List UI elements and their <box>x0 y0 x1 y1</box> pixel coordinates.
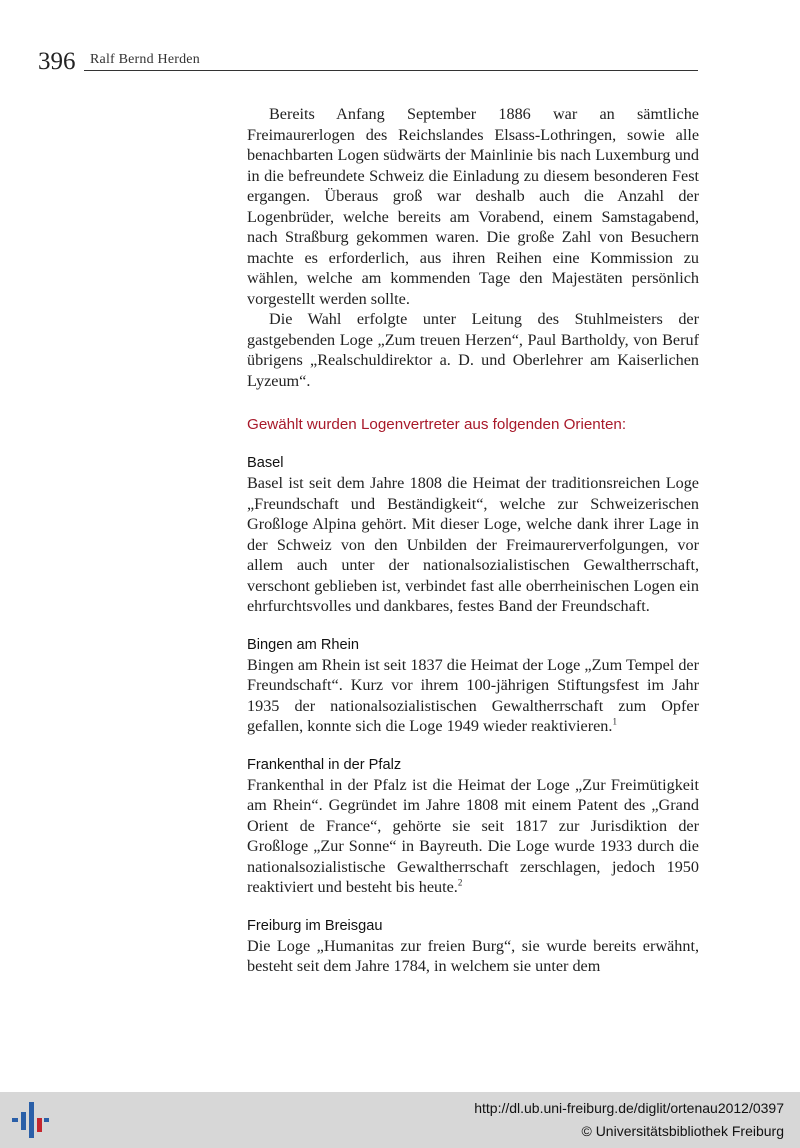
copyright-notice: © Universitätsbibliothek Freiburg <box>581 1123 784 1139</box>
section-bingen <box>247 635 699 737</box>
section-title: Frankenthal in der Pfalz <box>247 756 402 773</box>
section-freiburg <box>247 916 699 977</box>
footnote-ref[interactable]: 2 <box>457 877 463 888</box>
section-frankenthal <box>247 755 699 898</box>
section-text: Die Loge „Humanitas zur freien Burg“, sie wurde bereits erwähnt, besteht seit dem Jahre 1784, in welchem sie unter dem <box>247 936 699 975</box>
running-head: Ralf Bernd Herden <box>90 52 200 67</box>
section-title: Freiburg im Breisgau <box>247 917 383 934</box>
section-heading: Gewählt wurden Logenvertreter aus folgenden Orienten: <box>247 416 627 433</box>
header-rule <box>84 70 698 71</box>
page-number: 396 <box>38 48 76 75</box>
section-basel <box>247 453 699 617</box>
section-title: Bingen am Rhein <box>247 636 359 653</box>
section-text: Frankenthal in der Pfalz ist die Heimat der Loge „Zur Freimütigkeit am Rhein“. Gegründet im Jahre 1808 mit einem Patent des „Grand Orient de France“, gehörte sie seit 1817 zur Jurisdiktion der Großloge „Zur Sonne“ in Bayreuth. Die Loge wurde 1933 durch die nationalsozialistische Gewaltherrschaft zerschlagen, jedoch 1950 reaktiviert und besteht bis heute.$^2$ <box>247 775 699 896</box>
footer-band <box>0 1092 800 1148</box>
intro-paragraph-1: Bereits Anfang September 1886 war an sämtliche Freimaurerlogen des Reichslandes Elsass-Lothringen, sowie alle benachbarten Logen südwärts der Mainlinie bis nach Luxemburg und in die befreundete Schweiz die Einladung zu diesem besonderen Fest ergangen. Überaus groß war deshalb auch die Anzahl der Logenbrüder, welche bereits am Vorabend, einem Samstagabend, nach Straßburg gekommen waren. Die große Zahl von Besuchern machte es erforderlich, aus ihren Reihen eine Kommission zu wählen, welche am kommenden Tage den Majestäten persönlich vorgestellt werden sollte. <box>247 105 699 308</box>
page-header <box>38 48 698 75</box>
section-text: Bingen am Rhein ist seit 1837 die Heimat der Loge „Zum Tempel der Freundschaft“. Kurz vor ihrem 100-jährigen Stiftungsfest im Jahr 1935 der nationalsozialistischen Gewaltherrschaft zum Opfer gefallen, konnte sich die Loge 1949 wieder reaktivieren.$^1$ <box>247 655 699 735</box>
section-title: Basel <box>247 455 284 471</box>
intro-paragraph-2: Die Wahl erfolgte unter Leitung des Stuhlmeisters der gastgebenden Loge „Zum treuen Herzen“, Paul Bartholdy, von Beruf übrigens „Realschuldirektor a. D. und Oberlehrer am Kaiserlichen Lyzeum“. <box>247 310 699 390</box>
footnote-ref[interactable]: 1 <box>612 716 617 727</box>
source-url-link[interactable]: http://dl.ub.uni-freiburg.de/diglit/ortenau2012/0397 <box>474 1100 784 1116</box>
library-logo-icon <box>10 1100 50 1140</box>
body-text <box>247 104 699 995</box>
section-text: Basel ist seit dem Jahre 1808 die Heimat der traditionsreichen Loge „Freundschaft und Beständigkeit“, welche zur Schweizerischen Großloge Alpina gehört. Mit dieser Loge, welche dank ihrer Lage in der Schweiz von den Unbilden der Freimaurerverfolgungen, vor allem auch unter der nationalsozialistischen Gewaltherrschaft, verschont geblieben ist, verbindet fast alle oberrheinischen Logen ein ehrfurchtsvolles und dankbares, festes Band der Freundschaft. <box>247 474 699 615</box>
